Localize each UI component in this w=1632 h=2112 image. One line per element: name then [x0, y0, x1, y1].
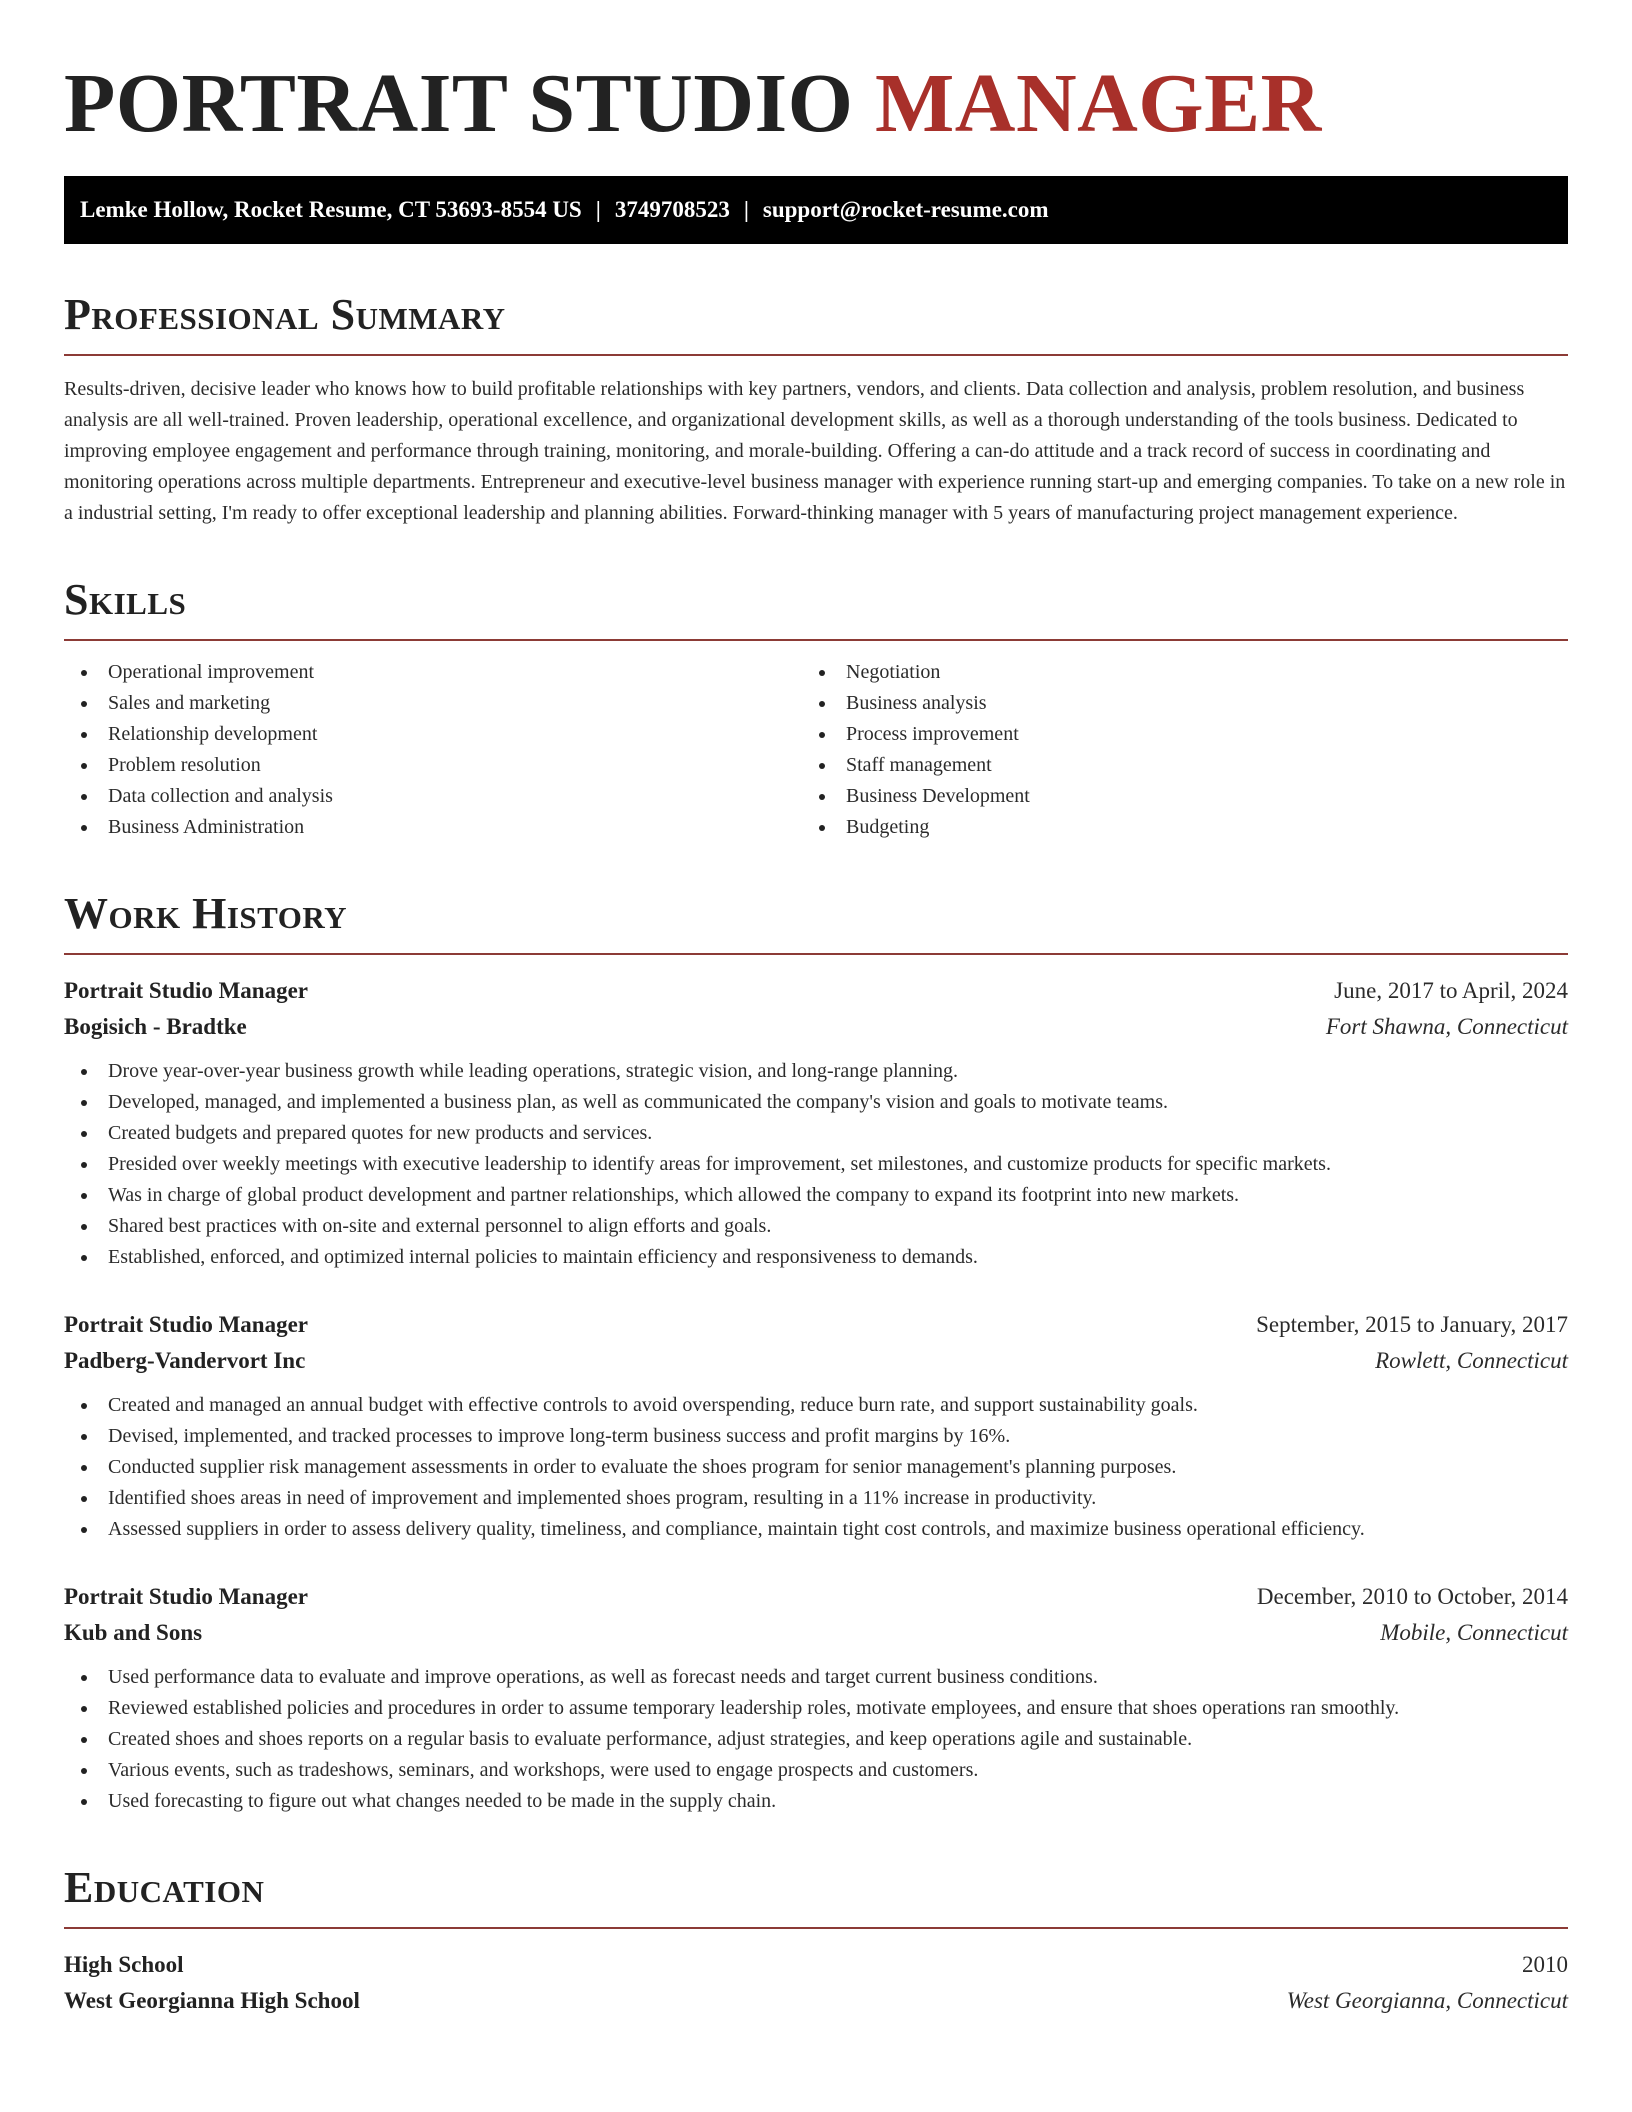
job-header-row	[64, 1579, 1568, 1615]
section-divider	[64, 1927, 1568, 1929]
skills-grid	[64, 657, 1568, 843]
work-history-heading: Work History	[64, 889, 348, 938]
job-entry	[64, 1307, 1568, 1545]
job-bullet: Conducted supplier risk management assessments in order to evaluate the shoes program for senior management's planning purposes.	[64, 1452, 1568, 1483]
contact-phone: 3749708523	[614, 197, 730, 222]
job-company: Bogisich - Bradtke	[64, 1014, 247, 1039]
summary-text: Results-driven, decisive leader who knows how to build profitable relationships with key partners, vendors, and clients. Data collection and analysis, problem resolution, and business analysis are all well-trained. Proven leadership, operational excellence, and organizational development skills, as well as a thorough understanding of the tools business. Dedicated to improving employee engagement and performance through training, monitoring, and morale-building. Offering a can-do attitude and a track record of success in coordinating and monitoring operations across multiple departments. Entrepreneur and executive-level business manager with experience running start-up and emerging companies. To take on a new role in a industrial setting, I'm ready to offer exceptional leadership and planning abilities. Forward-thinking manager with 5 years of manufacturing project management experience.	[64, 378, 1566, 524]
skills-heading: Skills	[64, 575, 187, 624]
skill-item: Negotiation	[816, 657, 1568, 688]
education-heading: Education	[64, 1863, 265, 1912]
skill-item: Problem resolution	[64, 750, 816, 781]
job-company-row	[64, 1009, 1568, 1045]
job-bullet: Created and managed an annual budget with effective controls to avoid overspending, reduce burn rate, and support sustainability goals.	[64, 1390, 1568, 1421]
job-bullet: Created shoes and shoes reports on a regular basis to evaluate performance, adjust strategies, and keep operations agile and sustainable.	[64, 1724, 1568, 1755]
section-divider	[64, 639, 1568, 641]
job-entry	[64, 973, 1568, 1273]
job-bullet: Created budgets and prepared quotes for new products and services.	[64, 1118, 1568, 1149]
job-title: Portrait Studio Manager	[64, 1312, 309, 1337]
resume-title	[64, 56, 1568, 152]
summary-heading: Professional Summary	[64, 290, 506, 339]
job-bullet: Drove year-over-year business growth while leading operations, strategic vision, and long-range planning.	[64, 1056, 1568, 1087]
job-dates: June, 2017 to April, 2024	[1334, 978, 1568, 1003]
contact-bar	[64, 176, 1568, 244]
job-bullet: Reviewed established policies and procedures in order to assume temporary leadership roles, motivate employees, and ensure that shoes operations ran smoothly.	[64, 1693, 1568, 1724]
job-bullet: Various events, such as tradeshows, seminars, and workshops, were used to engage prospects and customers.	[64, 1755, 1568, 1786]
title-main: PORTRAIT STUDIO	[64, 57, 854, 150]
job-bullets	[64, 1056, 1568, 1273]
job-bullet: Assessed suppliers in order to assess delivery quality, timeliness, and compliance, maintain tight cost controls, and maximize business operational efficiency.	[64, 1514, 1568, 1545]
job-bullet: Devised, implemented, and tracked processes to improve long-term business success and profit margins by 16%.	[64, 1421, 1568, 1452]
job-bullets	[64, 1390, 1568, 1545]
job-header-row	[64, 1307, 1568, 1343]
contact-separator: |	[743, 197, 749, 222]
job-bullet: Was in charge of global product development and partner relationships, which allowed the company to expand its footprint into new markets.	[64, 1180, 1568, 1211]
section-divider	[64, 953, 1568, 955]
job-location: Rowlett, Connecticut	[1375, 1348, 1568, 1373]
job-title: Portrait Studio Manager	[64, 978, 309, 1003]
skill-item: Business Administration	[64, 812, 816, 843]
work-history-section	[64, 889, 1568, 1817]
job-company: Kub and Sons	[64, 1620, 203, 1645]
job-header-row	[64, 973, 1568, 1009]
skill-item: Business Development	[816, 781, 1568, 812]
summary-section	[64, 290, 1568, 529]
skill-item: Business analysis	[816, 688, 1568, 719]
job-bullet: Developed, managed, and implemented a business plan, as well as communicated the company's vision and goals to motivate teams.	[64, 1087, 1568, 1118]
education-section	[64, 1863, 1568, 2019]
section-divider	[64, 354, 1568, 356]
job-bullet: Established, enforced, and optimized internal policies to maintain efficiency and responsiveness to demands.	[64, 1242, 1568, 1273]
title-accent: MANAGER	[875, 57, 1322, 150]
skill-item: Data collection and analysis	[64, 781, 816, 812]
skills-column-right	[816, 657, 1568, 843]
job-company: Padberg-Vandervort Inc	[64, 1348, 306, 1373]
job-bullet: Used performance data to evaluate and improve operations, as well as forecast needs and target current business conditions.	[64, 1662, 1568, 1693]
skill-item: Budgeting	[816, 812, 1568, 843]
job-dates: December, 2010 to October, 2014	[1256, 1584, 1568, 1609]
job-bullet: Shared best practices with on-site and external personnel to align efforts and goals.	[64, 1211, 1568, 1242]
contact-separator: |	[595, 197, 601, 222]
skill-item: Staff management	[816, 750, 1568, 781]
education-entry	[64, 1947, 1568, 2019]
education-location: West Georgianna, Connecticut	[1286, 1988, 1568, 2013]
skill-item: Sales and marketing	[64, 688, 816, 719]
education-school-row	[64, 1983, 1568, 2019]
job-bullet: Used forecasting to figure out what changes needed to be made in the supply chain.	[64, 1786, 1568, 1817]
job-bullet: Identified shoes areas in need of improvement and implemented shoes program, resulting in a 11% increase in productivity.	[64, 1483, 1568, 1514]
contact-address: Lemke Hollow, Rocket Resume, CT 53693-8554 US	[80, 197, 582, 222]
contact-email: support@rocket-resume.com	[762, 197, 1049, 222]
skill-item: Relationship development	[64, 719, 816, 750]
job-bullet: Presided over weekly meetings with executive leadership to identify areas for improvement, set milestones, and customize products for specific markets.	[64, 1149, 1568, 1180]
job-location: Mobile, Connecticut	[1380, 1620, 1568, 1645]
job-dates: September, 2015 to January, 2017	[1256, 1312, 1568, 1337]
education-year: 2010	[1522, 1952, 1568, 1977]
skills-section	[64, 575, 1568, 843]
job-location: Fort Shawna, Connecticut	[1325, 1014, 1568, 1039]
job-bullets	[64, 1662, 1568, 1817]
skill-item: Process improvement	[816, 719, 1568, 750]
job-title: Portrait Studio Manager	[64, 1584, 309, 1609]
education-degree-row	[64, 1947, 1568, 1983]
skills-column-left	[64, 657, 816, 843]
education-school: West Georgianna High School	[64, 1988, 360, 2013]
job-company-row	[64, 1615, 1568, 1651]
job-company-row	[64, 1343, 1568, 1379]
education-degree: High School	[64, 1952, 184, 1977]
job-entry	[64, 1579, 1568, 1817]
skill-item: Operational improvement	[64, 657, 816, 688]
